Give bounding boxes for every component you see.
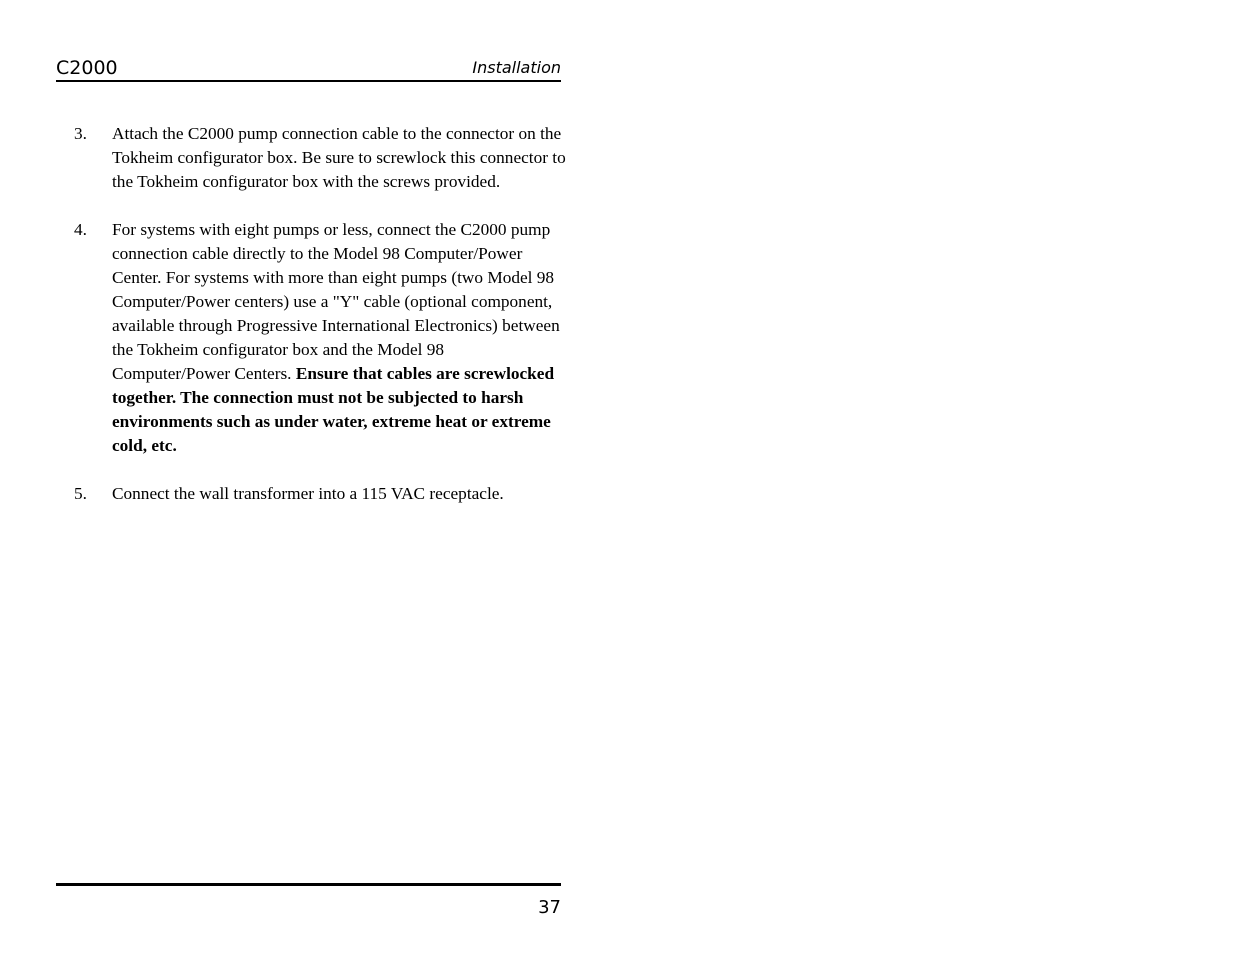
list-item-body: Attach the C2000 pump connection cable to the connector on the Tokheim configurator box. Be sure to screwlock this connector to the Tokheim configurator box with the screws provided. [112,124,566,191]
list-item-warning: Ensure that cables are screwlocked together. The connection must not be subjected to harsh environments such as under water, extreme heat or extreme cold, etc. [112,364,555,455]
list-item [56,482,566,506]
list-item [56,218,566,458]
list-item-number: 5. [74,484,87,503]
page-number: 37 [538,897,561,918]
header-section-title: Installation [472,58,561,77]
list-item-number: 3. [74,124,87,143]
list-item-body: For systems with eight pumps or less, connect the C2000 pump connection cable directly to the Model 98 Computer/Power Center. For systems with more than eight pumps (two Model 98 Computer/Power centers) use a "Y" cable (optional component, available through Progressive International Electronics) between the Tokheim configurator box and the Model 98 Computer/Power Centers. [112,220,560,383]
instruction-list [56,122,566,530]
list-item-text [112,218,566,458]
list-item-number: 4. [74,220,87,239]
page-header [56,56,561,82]
footer-divider [56,883,561,886]
list-item-text [112,482,566,506]
list-item [56,122,566,194]
list-item-text [112,122,566,194]
list-item-body: Connect the wall transformer into a 115 VAC receptacle. [112,484,504,503]
header-product-name: C2000 [56,57,118,79]
